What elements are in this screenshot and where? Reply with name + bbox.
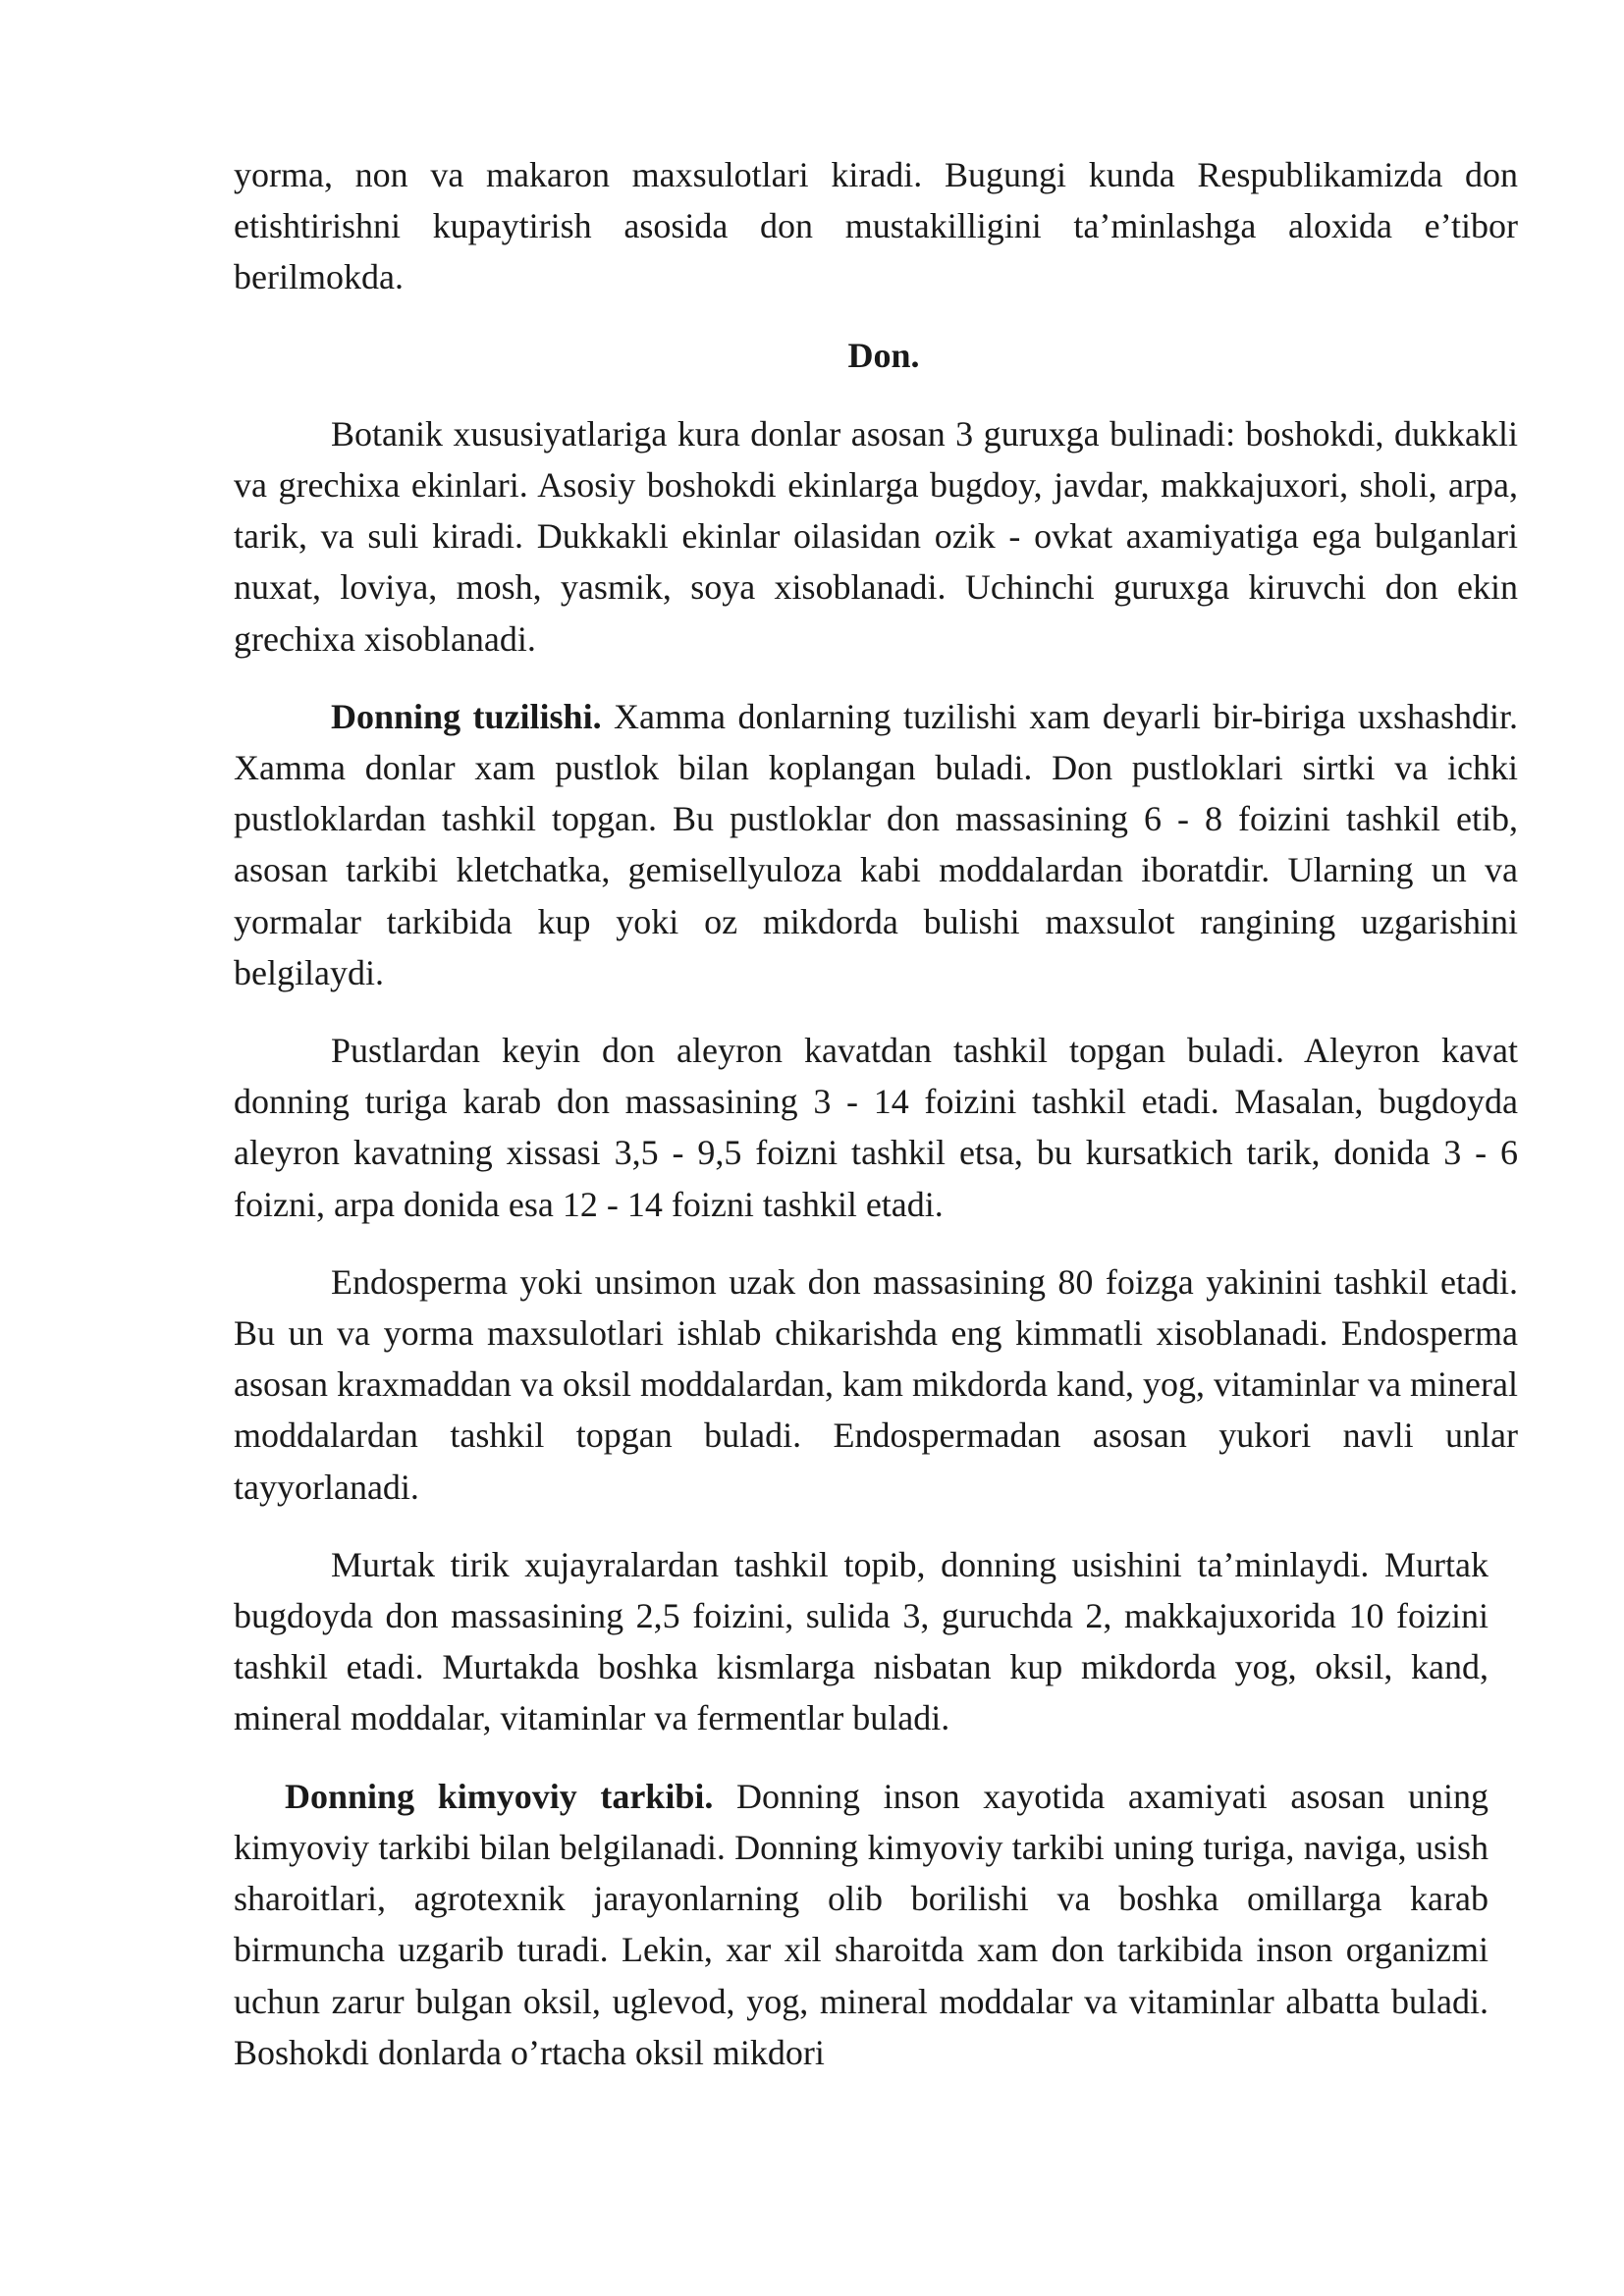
- paragraph-aleyron: Pustlardan keyin don aleyron kavatdan tashkil topgan buladi. Aleyron kavat donning turiga karab don massasining 3 - 14 foizini tashkil etadi. Masalan, bugdoyda aleyron kavatning xissasi 3,5 - 9,5 foizni tashkil etsa, bu kursatkich tarik, donida 3 - 6 foizni, arpa donida esa 12 - 14 foizni tashkil etadi.: [234, 1031, 1518, 1224]
- paragraph-kimyoviy-tarkibi: [234, 1771, 1518, 2078]
- paragraph-donning-tuzilishi: [234, 691, 1518, 998]
- paragraph-endosperma: Endosperma yoki unsimon uzak don massasining 80 foizga yakinini tashkil etadi. Bu un va yorma maxsulotlari ishlab chikarishda eng kimmatli xisoblanadi. Endosperma asosan kraxmaddan va oksil moddalardan, kam mikdorda kand, yog, vitaminlar va mineral moddalardan tashkil topgan buladi. Endospermadan asosan yukori navli unlar tayyorlanadi.: [234, 1261, 1518, 1507]
- paragraph-lead-tuzilishi: Donning tuzilishi.: [331, 696, 602, 736]
- paragraph-body-kimyoviy: Donning inson xayotida axamiyati asosan uning kimyoviy tarkibi bilan belgilanadi. Donning kimyoviy tarkibi uning turiga, naviga, usish sharoitlari, agrotexnik jarayonlarning olib borilishi va boshka omillarga karab birmuncha uzgarib turadi. Lekin, xar xil sharoitda xam don tarkibida inson organizmi uchun zarur bulgan oksil, uglevod, yog, mineral moddalar va vitaminlar albatta buladi. Boshokdi donlarda o’rtacha oksil mikdori: [234, 1776, 1489, 2072]
- paragraph-lead-kimyoviy: Donning kimyoviy tarkibi.: [285, 1776, 714, 1816]
- document-page: [234, 149, 1518, 2105]
- paragraph-botanik: Botanik xususiyatlariga kura donlar asosan 3 guruxga bulinadi: boshokdi, dukkakli va grechixa ekinlari. Asosiy boshokdi ekinlarga bugdoy, javdar, makkajuxori, sholi, arpa, tarik, va suli kiradi. Dukkakli ekinlar oilasidan ozik - ovkat axamiyatiga ega bulganlari nuxat, loviya, mosh, yasmik, soya xisoblanadi. Uchinchi guruxga kiruvchi don ekin grechixa xisoblanadi.: [234, 413, 1518, 659]
- paragraph-body-tuzilishi: Xamma donlarning tuzilishi xam deyarli bir-biriga uxshashdir. Xamma donlar xam pustlok bilan koplangan buladi. Don pustloklari sirtki va ichki pustloklardan tashkil topgan. Bu pustloklar don massasining 6 - 8 foizini tashkil etib, asosan tarkibi kletchatka, gemisellyuloza kabi moddalardan iboratdir. Ularning un va yormalar tarkibida kup yoki oz mikdorda bulishi maxsulot rangining uzgarishini belgilaydi.: [234, 696, 1519, 992]
- intro-paragraph: yorma, non va makaron maxsulotlari kiradi. Bugungi kunda Respublikamizda don etishtirishni kupaytirish asosida don mustakilligini ta’minlashga aloxida e’tibor berilmokda.: [234, 155, 1518, 297]
- section-heading: Don.: [847, 335, 920, 375]
- paragraph-murtak: Murtak tirik xujayralardan tashkil topib, donning usishini ta’minlaydi. Murtak bugdoyda don massasining 2,5 foizini, sulida 3, guruchda 2, makkajuxorida 10 foizini tashkil etadi. Murtakda boshka kismlarga nisbatan kup mikdorda yog, oksil, kand, mineral moddalar, vitaminlar va fermentlar buladi.: [234, 1544, 1489, 1738]
